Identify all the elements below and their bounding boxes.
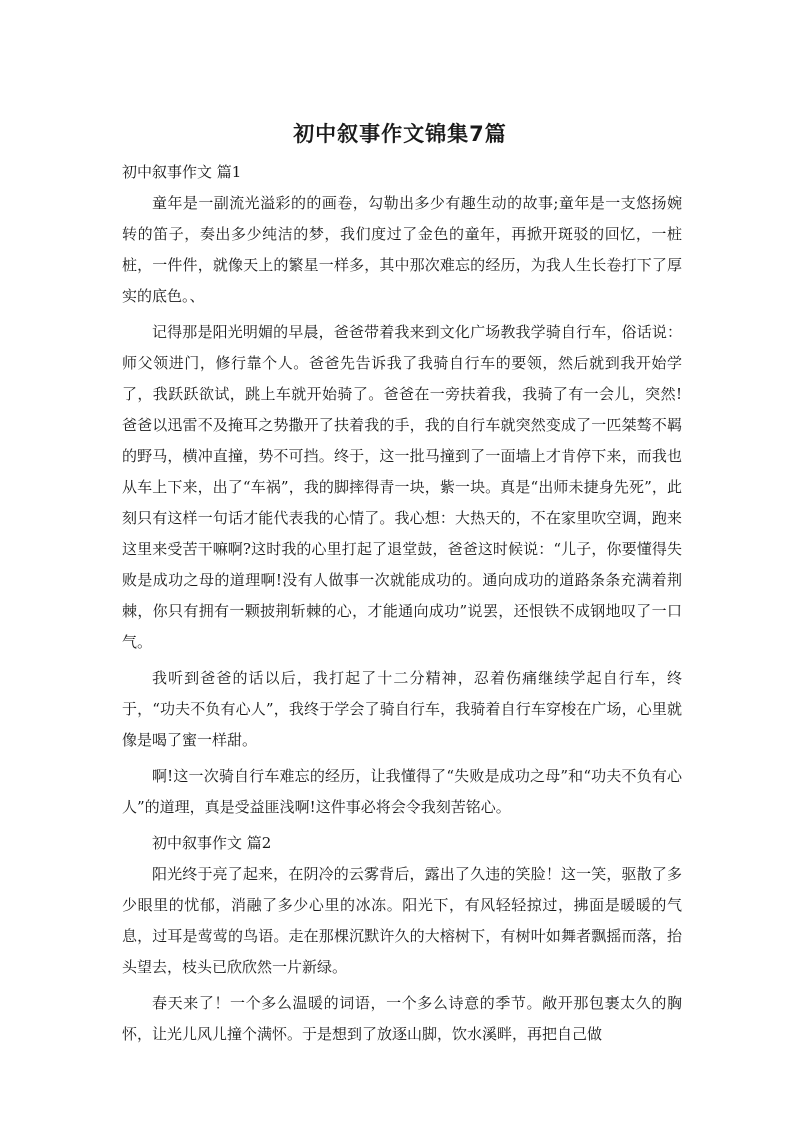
paragraph: 记得那是阳光明媚的早晨，爸爸带着我来到文化广场教我学骑自行车，俗话说：师父领进门，修行靠个人。爸爸先告诉我了我骑自行车的要领，然后就到我开始学了，我跃跃欲试，跳上车就开始骑了。爸爸在一旁扶着我，我骑了有一会儿，突然!爸爸以迅雷不及掩耳之势撒开了扶着我的手，我的自行车就突然变成了一匹桀骜不羁的野马，横冲直撞，势不可挡。终于，这一批马撞到了一面墙上才肯停下来，而我也从车上下来，出了“车祸”，我的脚摔得青一块，紫一块。真是“出师未捷身先死”，此刻只有这样一句话才能代表我的心情了。我心想：大热天的，不在家里吹空调，跑来这里来受苦干嘛啊?这时我的心里打起了退堂鼓，爸爸这时候说：“儿子，你要懂得失败是成功之母的道理啊!没有人做事一次就能成功的。通向成功的道路条条充满着荆棘，你只有拥有一颗披荆斩棘的心，才能通向成功”说罢，还恨铁不成钢地叹了一口气。 <box>122 323 682 651</box>
paragraph: 我听到爸爸的话以后，我打起了十二分精神，忍着伤痛继续学起自行车，终于，“功夫不负有心人”，我终于学会了骑自行车，我骑着自行车穿梭在广场，心里就像是喝了蜜一样甜。 <box>122 669 682 749</box>
section-heading: 初中叙事作文 篇2 <box>152 834 272 852</box>
paragraph: 春天来了！一个多么温暖的词语，一个多么诗意的季节。敞开那包裹太久的胸怀，让光儿风儿撞个满怀。于是想到了放逐山脚，饮水溪畔，再把自己做 <box>122 994 682 1043</box>
paragraph: 阳光终于亮了起来，在阴冷的云雾背后，露出了久违的笑脸！这一笑，驱散了多少眼里的忧郁，消融了多少心里的冰冻。阳光下，有风轻轻掠过，拂面是暖暖的气息，过耳是莺莺的鸟语。走在那棵沉默许久的大榕树下，有树叶如舞者飘摇而落，抬头望去，枝头已欣欣然一片新绿。 <box>122 865 682 976</box>
document-title: 初中叙事作文锦集7篇 <box>293 122 507 146</box>
paragraph: 啊!这一次骑自行车难忘的经历，让我懂得了“失败是成功之母”和“功夫不负有心人”的道理，真是受益匪浅啊!这件事必将会令我刻苦铭心。 <box>122 767 682 816</box>
section-heading: 初中叙事作文 篇1 <box>122 163 242 181</box>
paragraph: 童年是一副流光溢彩的的画卷，勾勒出多少有趣生动的故事;童年是一支悠扬婉转的笛子，奏出多少纯洁的梦，我们度过了金色的童年，再掀开斑驳的回忆，一桩桩，一件件，就像天上的繁星一样多，其中那次难忘的经历，为我人生长卷打下了厚实的底色。、 <box>122 194 682 305</box>
document-body <box>122 157 682 1055</box>
